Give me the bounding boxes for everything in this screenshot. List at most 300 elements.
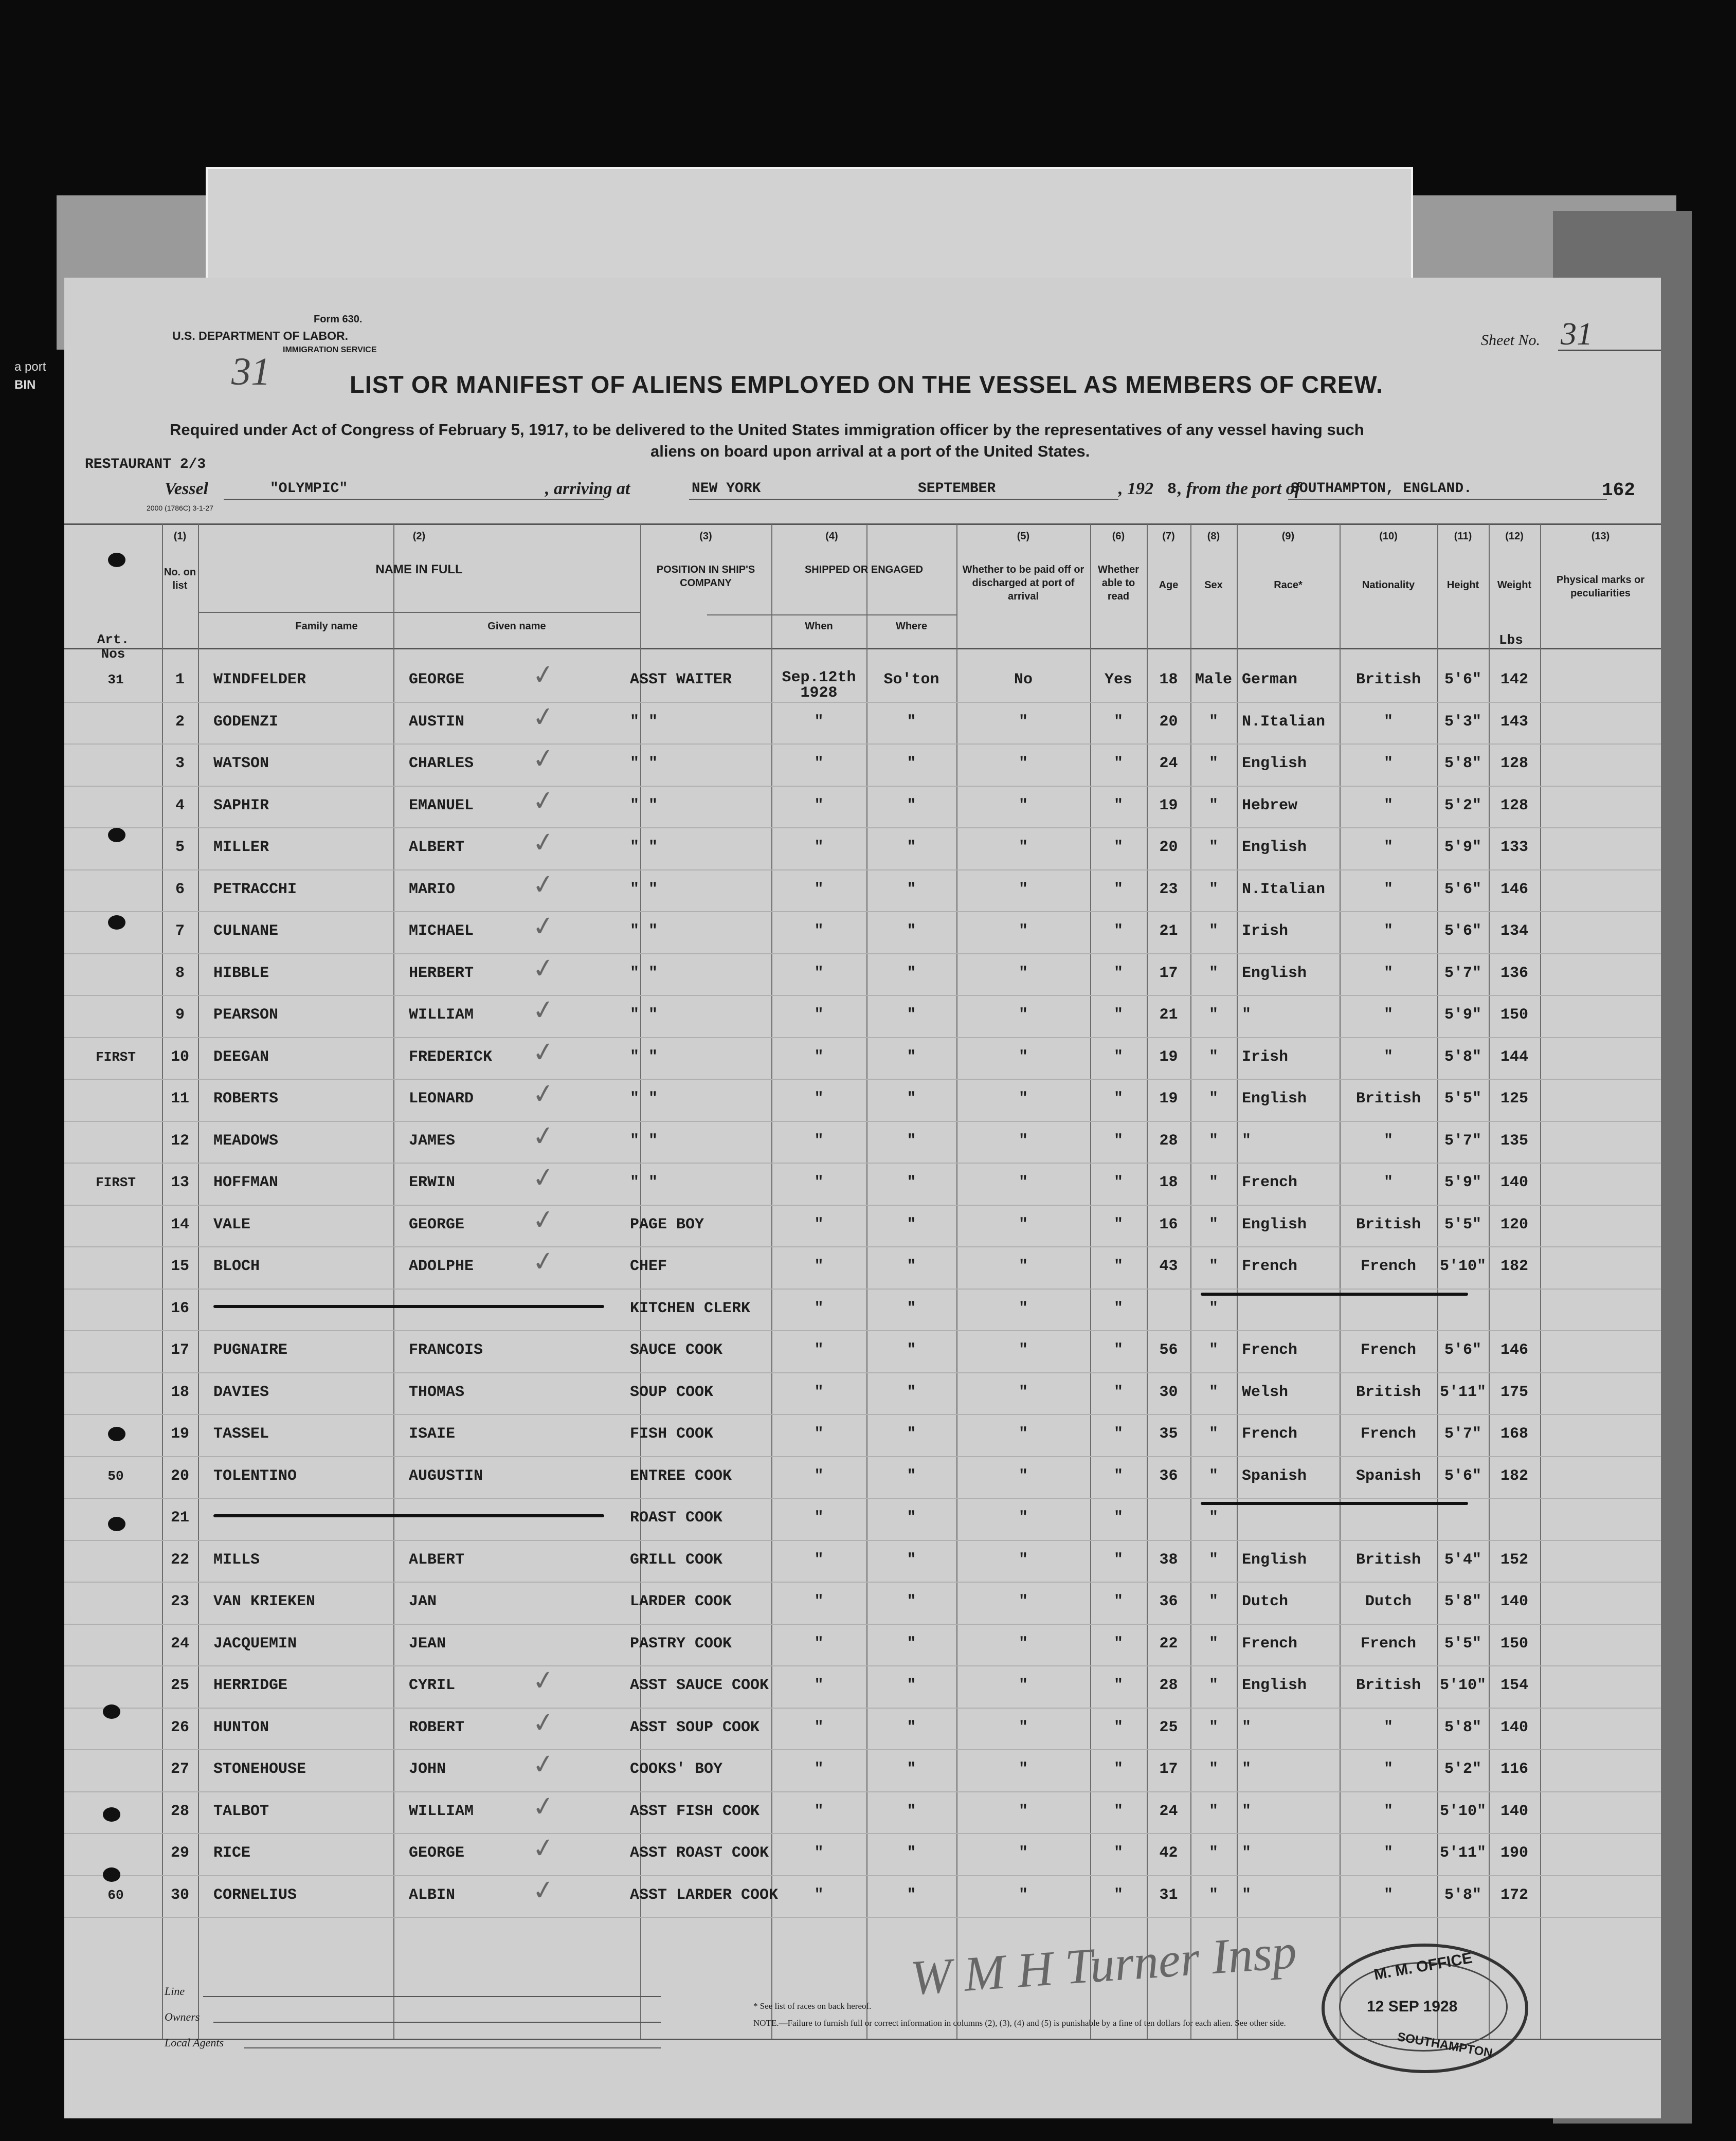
cell-read: " [1113,922,1123,940]
cell-age: 31 [1159,1886,1178,1904]
header-family-name: Family name [295,621,358,632]
cell-given: MARIO [409,880,456,898]
cell-paid: " [1018,1635,1028,1653]
cell-paid: " [1018,880,1028,898]
cell-given: HERBERT [409,964,474,982]
cell-nationality: Spanish [1355,1467,1421,1485]
cell-position: ENTREE COOK [630,1467,732,1485]
cell-position: " " [630,880,658,898]
cell-given: ALBERT [409,1551,465,1569]
cell-height: 5'10" [1439,1677,1486,1694]
column-rule [1540,524,1541,2039]
cell-nationality: French [1360,1425,1417,1443]
cell-when: " [814,1718,824,1736]
cell-where: " [907,755,916,772]
cell-weight: 152 [1500,1551,1528,1569]
cell-sex: " [1208,1761,1218,1778]
cell-race: Hebrew [1242,796,1298,814]
cell-sex: " [1208,713,1218,731]
header-name-in-full: NAME IN FULL [375,563,463,576]
strike-through-line [213,1305,604,1308]
cell-no: 1 [175,671,185,688]
col-num-9: (9) [1281,531,1295,542]
cell-when: " [814,755,824,772]
cell-age: 36 [1159,1467,1178,1485]
cell-given: EMANUEL [409,796,474,814]
cell-when: " [814,964,824,982]
cell-race: Welsh [1242,1383,1289,1401]
cell-race: Dutch [1242,1593,1289,1610]
agents-label: Local Agents [165,2036,224,2049]
cell-read: " [1113,1006,1123,1024]
cell-race: " [1242,1886,1252,1904]
cell-read: " [1113,839,1123,856]
cell-height: 5'2" [1444,1761,1481,1778]
cell-given: MICHAEL [409,922,474,940]
cell-weight: 140 [1500,1593,1528,1610]
cell-read: " [1113,880,1123,898]
row-rule [64,1875,1661,1876]
sheet-number: 31 [1561,317,1593,352]
cell-when: " [814,1090,824,1108]
cell-height: 5'10" [1439,1802,1486,1820]
cell-nationality: Dutch [1365,1593,1412,1610]
cell-age: 19 [1159,1090,1178,1108]
row-rule [64,786,1661,787]
col-num-7: (7) [1162,531,1175,542]
cell-read: " [1113,755,1123,772]
cell-position: ASST SAUCE COOK [630,1677,769,1694]
header-no-on-list: No. on list [164,567,196,591]
cell-no: 27 [170,1761,189,1778]
cell-read: " [1113,1718,1123,1736]
cell-no: 10 [170,1048,189,1066]
header-where: Where [895,621,928,632]
page-code: 162 [1602,480,1635,501]
cell-given: GEORGE [409,1215,465,1233]
cell-height: 5'6" [1444,671,1481,688]
cell-weight: 136 [1500,964,1528,982]
cell-age: 21 [1159,922,1178,940]
cell-read: " [1113,1844,1123,1862]
cell-nationality: " [1383,755,1393,772]
cell-paid: " [1018,1174,1028,1191]
cell-given: ALBERT [409,839,465,856]
cell-sex: Male [1195,671,1232,688]
header-able-read: Whether able to read [1098,564,1139,602]
cell-race: Irish [1242,922,1289,940]
check-mark-icon: ✓ [530,742,557,776]
cell-position: SOUP COOK [630,1383,714,1401]
cell-race: English [1242,1090,1307,1108]
stamp-bottom-text: SOUTHAMPTON [1396,2029,1494,2061]
header-physical-marks: Physical marks or peculiarities [1556,574,1645,599]
cell-family: DAVIES [213,1383,269,1401]
check-mark-icon: ✓ [530,1035,557,1069]
vessel-name: "OLYMPIC" [270,481,348,497]
cell-sex: " [1208,1677,1218,1694]
cell-height: 5'3" [1444,713,1481,731]
cell-height: 5'11" [1439,1383,1486,1401]
cell-paid: " [1018,1258,1028,1275]
header-when: When [805,621,833,632]
cell-paid: " [1018,922,1028,940]
check-mark-icon: ✓ [530,1203,557,1237]
check-mark-icon: ✓ [530,658,557,692]
cell-position: " " [630,839,658,856]
department: U.S. DEPARTMENT OF LABOR. [172,329,349,342]
cell-no: 18 [170,1383,189,1401]
cell-weight: 168 [1500,1425,1528,1443]
cell-paid: " [1018,1132,1028,1150]
month-line [915,499,1118,500]
cell-when: " [814,1509,824,1527]
punch-hole [108,1427,125,1441]
margin-note: FIRST [95,1049,136,1065]
cell-nationality: " [1383,1802,1393,1820]
cell-paid: " [1018,1761,1028,1778]
cell-height: 5'8" [1444,1718,1481,1736]
vessel-line [224,499,604,500]
cell-height: 5'6" [1444,1467,1481,1485]
cell-where: " [907,880,916,898]
check-mark-icon: ✓ [530,1831,557,1865]
cell-when: " [814,1425,824,1443]
cell-position: FISH COOK [630,1425,714,1443]
cell-race: English [1242,755,1307,772]
punch-hole [103,1867,120,1882]
check-mark-icon: ✓ [530,1789,557,1824]
cell-height: 5'7" [1444,964,1481,982]
from-label: , from the port of [1178,479,1300,498]
cell-paid: " [1018,1299,1028,1317]
cell-weight: 146 [1500,880,1528,898]
cell-read: " [1113,1886,1123,1904]
punch-hole [108,553,125,567]
cell-nationality: " [1383,1048,1393,1066]
col-num-11: (11) [1454,531,1472,542]
cell-given: WILLIAM [409,1802,474,1820]
punch-hole [103,1807,120,1822]
cell-sex: " [1208,1341,1218,1359]
cell-height: 5'5" [1444,1635,1481,1653]
cell-weight: 140 [1500,1802,1528,1820]
check-mark-icon: ✓ [530,1705,557,1740]
cell-weight: 128 [1500,796,1528,814]
cell-no: 11 [170,1090,189,1108]
cell-weight: 190 [1500,1844,1528,1862]
cell-race: German [1242,671,1298,688]
cell-race: " [1242,1718,1252,1736]
cell-position: " " [630,964,658,982]
row-rule [64,869,1661,870]
cell-read: " [1113,1174,1123,1191]
cell-read: " [1113,1551,1123,1569]
cell-weight: 146 [1500,1341,1528,1359]
row-rule [64,1708,1661,1709]
cell-race: English [1242,1215,1307,1233]
edge-note: BIN [14,378,36,392]
row-rule [64,1079,1661,1080]
cell-paid: " [1018,1551,1028,1569]
cell-given: ROBERT [409,1718,465,1736]
cell-when: Sep.12th 1928 [782,669,856,702]
cell-age: 35 [1159,1425,1178,1443]
cell-family: ROBERTS [213,1090,279,1108]
row-rule [64,1330,1661,1331]
col-num-2: (2) [412,531,426,542]
cell-where: So'ton [883,671,939,688]
cell-age: 23 [1159,880,1178,898]
cell-family: BLOCH [213,1258,260,1275]
cell-no: 14 [170,1215,189,1233]
margin-note: FIRST [95,1175,136,1190]
cell-age: 25 [1159,1718,1178,1736]
col-num-1: (1) [173,531,187,542]
cell-race: French [1242,1174,1298,1191]
col-num-5: (5) [1017,531,1030,542]
row-rule [64,953,1661,954]
cell-when: " [814,1677,824,1694]
punch-hole [108,1517,125,1531]
cell-when: " [814,839,824,856]
cell-nationality: British [1355,1383,1421,1401]
cell-family: HIBBLE [213,964,269,982]
cell-read: " [1113,1258,1123,1275]
cell-nationality: British [1355,1677,1421,1694]
header-race: Race* [1274,579,1303,591]
punch-hole [108,915,125,930]
cell-race: French [1242,1635,1298,1653]
cell-nationality: British [1355,671,1421,688]
cell-where: " [907,1844,916,1862]
cell-where: " [907,1006,916,1024]
back-sheet-top [206,167,1413,284]
cell-sex: " [1208,964,1218,982]
cell-no: 5 [175,839,185,856]
cell-when: " [814,1048,824,1066]
cell-given: ERWIN [409,1174,456,1191]
cell-nationality: " [1383,964,1393,982]
cell-paid: " [1018,839,1028,856]
cell-when: " [814,1551,824,1569]
row-rule [64,1414,1661,1415]
cell-sex: " [1208,796,1218,814]
cell-race: " [1242,1802,1252,1820]
cell-weight: 172 [1500,1886,1528,1904]
cell-when: " [814,1761,824,1778]
cell-nationality: " [1383,1844,1393,1862]
cell-when: " [814,1299,824,1317]
cell-where: " [907,1341,916,1359]
cell-given: ADOLPHE [409,1258,474,1275]
row-rule [64,1540,1661,1541]
arriving-label: , arriving at [545,479,630,498]
cell-when: " [814,1844,824,1862]
cell-when: " [814,713,824,731]
check-mark-icon: ✓ [530,700,557,734]
year-suffix: 8 [1167,481,1177,498]
cell-position: " " [630,1132,658,1150]
cell-sex: " [1208,1425,1218,1443]
cell-sex: " [1208,1132,1218,1150]
cell-given: FREDERICK [409,1048,493,1066]
cell-paid: " [1018,1006,1028,1024]
cell-family: HERRIDGE [213,1677,288,1694]
cell-read: " [1113,796,1123,814]
strike-through-line [213,1514,604,1517]
cell-where: " [907,1802,916,1820]
cell-position: ROAST COOK [630,1509,723,1527]
cell-family: STONEHOUSE [213,1761,306,1778]
cell-where: " [907,1509,916,1527]
cell-nationality: " [1383,1132,1393,1150]
cell-where: " [907,1048,916,1066]
cell-race: Spanish [1242,1467,1307,1485]
col-num-12: (12) [1505,531,1524,542]
cell-given: THOMAS [409,1383,465,1401]
cell-where: " [907,1174,916,1191]
cell-weight: 144 [1500,1048,1528,1066]
cell-where: " [907,922,916,940]
owners-label: Owners [165,2010,200,2023]
cell-position: PAGE BOY [630,1215,704,1233]
row-rule [64,743,1661,745]
cell-paid: " [1018,713,1028,731]
cell-age: 42 [1159,1844,1178,1862]
cell-where: " [907,1718,916,1736]
header-given-name: Given name [487,621,546,632]
cell-nationality: " [1383,1886,1393,1904]
cell-nationality: British [1355,1551,1421,1569]
cell-read: " [1113,1299,1123,1317]
cell-family: VAN KRIEKEN [213,1593,316,1610]
cell-race: English [1242,1677,1307,1694]
cell-paid: " [1018,1886,1028,1904]
cell-where: " [907,1383,916,1401]
cell-no: 25 [170,1677,189,1694]
cell-age: 24 [1159,1802,1178,1820]
cell-given: ALBIN [409,1886,456,1904]
cell-no: 8 [175,964,185,982]
cell-where: " [907,1299,916,1317]
cell-given: JAMES [409,1132,456,1150]
cell-nationality: " [1383,713,1393,731]
penalty-note: NOTE.—Failure to furnish full or correct information in columns (2), (3), (4) and (5) is punishable by a fine of ten dollars for each alien. See other side. [753,2018,1286,2028]
cell-race: N.Italian [1242,880,1326,898]
manifest-page [64,278,1661,2118]
cell-where: " [907,1761,916,1778]
sheet-number-line [1558,350,1661,351]
cell-where: " [907,1551,916,1569]
cell-age: 36 [1159,1593,1178,1610]
cell-age: 19 [1159,796,1178,814]
cell-no: 6 [175,880,185,898]
cell-age: 20 [1159,713,1178,731]
cell-when: " [814,1635,824,1653]
cell-family: PEARSON [213,1006,279,1024]
owners-field [213,2022,661,2023]
punch-hole [103,1704,120,1719]
cell-paid: " [1018,1467,1028,1485]
cell-position: " " [630,755,658,772]
cell-height: 5'6" [1444,880,1481,898]
cell-height: 5'9" [1444,1174,1481,1191]
stamp-date: 12 SEP 1928 [1367,1998,1458,2015]
cell-paid: " [1018,1677,1028,1694]
cell-family: CORNELIUS [213,1886,297,1904]
cell-when: " [814,922,824,940]
cell-nationality: " [1383,1718,1393,1736]
check-mark-icon: ✓ [530,1119,557,1153]
row-rule [64,1833,1661,1834]
cell-sex: " [1208,922,1218,940]
cell-age: 18 [1159,671,1178,688]
cell-where: " [907,839,916,856]
name-subheader-rule [198,612,640,613]
cell-where: " [907,964,916,982]
cell-paid: " [1018,1509,1028,1527]
line-field [203,1996,661,1997]
cell-race: English [1242,964,1307,982]
row-rule [64,1289,1661,1290]
cell-height: 5'9" [1444,1006,1481,1024]
margin-note: 31 [107,672,124,687]
check-mark-icon: ✓ [530,1161,557,1195]
col-num-3: (3) [699,531,712,542]
strike-through-line [1201,1502,1468,1505]
cell-family: CULNANE [213,922,279,940]
arrival-month: SEPTEMBER [918,481,996,497]
cell-family: PUGNAIRE [213,1341,288,1359]
cell-where: " [907,796,916,814]
check-mark-icon: ✓ [530,867,557,902]
cell-position: ASST SOUP COOK [630,1718,760,1736]
check-mark-icon: ✓ [530,1873,557,1908]
cell-sex: " [1208,1258,1218,1275]
cell-read: " [1113,1802,1123,1820]
cell-where: " [907,1677,916,1694]
margin-note: 60 [107,1887,124,1903]
cell-family: SAPHIR [213,796,269,814]
cell-position: " " [630,713,658,731]
restaurant-note: RESTAURANT 2/3 [85,457,206,473]
cell-family: VALE [213,1215,251,1233]
arriving-port: NEW YORK [692,481,761,497]
cell-family: HUNTON [213,1718,269,1736]
cell-sex: " [1208,1551,1218,1569]
cell-when: " [814,1593,824,1610]
cell-no: 13 [170,1174,189,1191]
cell-nationality: " [1383,1006,1393,1024]
line-label: Line [165,1985,185,1998]
cell-position: " " [630,1048,658,1066]
cell-sex: " [1208,880,1218,898]
cell-read: " [1113,713,1123,731]
sheet-label: Sheet No. [1481,332,1540,349]
cell-height: 5'8" [1444,1048,1481,1066]
cell-where: " [907,1467,916,1485]
handwritten-number: 31 [231,350,270,393]
check-mark-icon: ✓ [530,910,557,944]
cell-given: FRANCOIS [409,1341,483,1359]
cell-position: KITCHEN CLERK [630,1299,751,1317]
cell-no: 3 [175,755,185,772]
cell-no: 23 [170,1593,189,1610]
cell-height: 5'8" [1444,755,1481,772]
row-rule [64,1246,1661,1247]
cell-weight: 150 [1500,1635,1528,1653]
